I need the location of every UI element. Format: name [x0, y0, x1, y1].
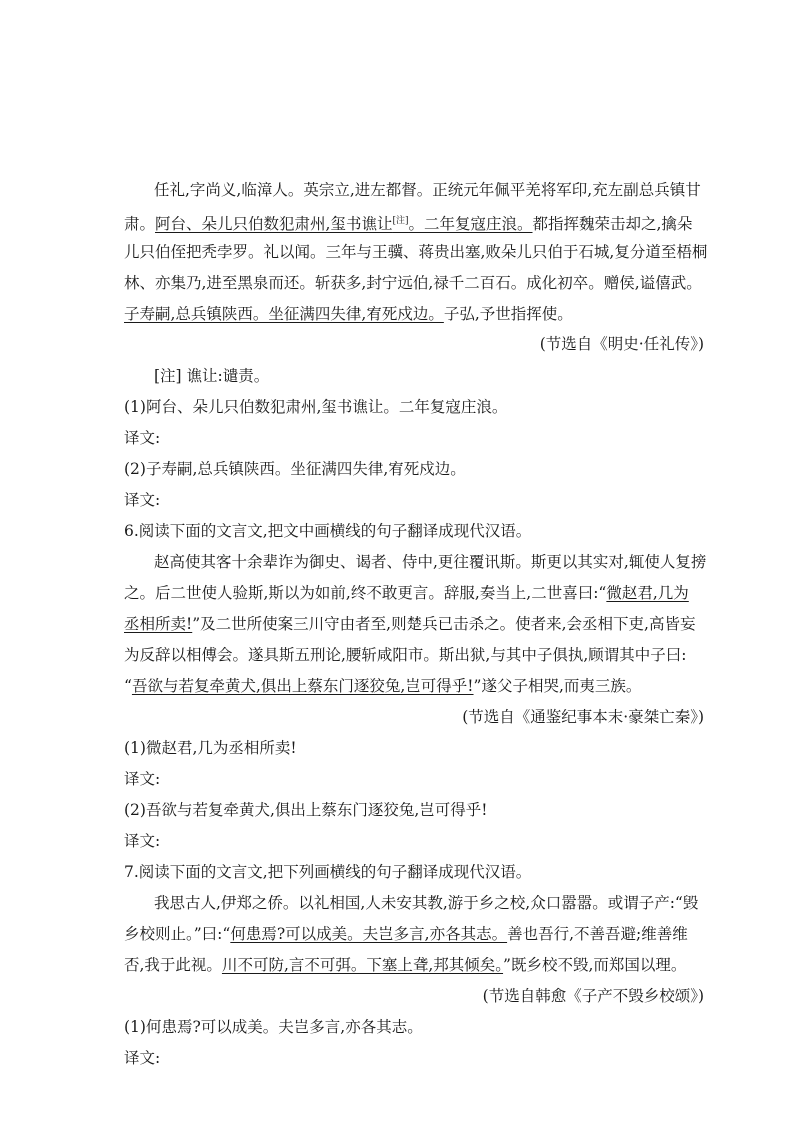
- q5-passage-line-5: 子寿嗣,总兵镇陕西。坐征满四失律,宥死戍边。子弘,予世指挥使。: [124, 305, 573, 323]
- q5-sub-question-1: (1)阿台、朵儿只伯数犯肃州,玺书谯让。二年复寇庄浪。: [124, 398, 508, 416]
- q6-answer-label-1: 译文:: [124, 770, 161, 788]
- q7-underlined-sentence-1: 何患焉?可以成美。夫岂多言,亦各其志。: [230, 925, 508, 943]
- q7-passage-line-3: 否,我于此视。川不可防,言不可弭。下塞上聋,邦其倾矣。”既乡校不毁,而郑国以理。: [124, 956, 687, 974]
- q6-passage-line-3: 丞相所卖!”及二世所使案三川守由者至,则楚兵已击杀之。使者来,会丞相下吏,高皆妄: [124, 615, 696, 633]
- q7-passage-line-1: 我思古人,伊郑之侨。以礼相国,人未安其教,游于乡之校,众口嚣嚣。或谓子产:“毁: [154, 894, 699, 912]
- q5-underlined-sentence-1: 阿台、朵儿只伯数犯肃州,玺书谯让[注]。二年复寇庄浪。: [155, 215, 533, 233]
- q7-passage-line-2: 乡校则止。”曰:“何患焉?可以成美。夫岂多言,亦各其志。善也吾行,不善吾避;维善维: [124, 925, 688, 943]
- q7-sub-question-1: (1)何患焉?可以成美。夫岂多言,亦各其志。: [124, 1018, 423, 1036]
- note-marker: [注]: [392, 216, 409, 226]
- q5-answer-label-1: 译文:: [124, 429, 161, 447]
- q5-source-citation: (节选自《明史·任礼传》): [539, 335, 704, 353]
- q5-answer-label-2: 译文:: [124, 491, 161, 509]
- q5-passage-line-1: 任礼,字尚义,临漳人。英宗立,进左都督。正统元年佩平羌将军印,充左副总兵镇甘: [154, 181, 701, 199]
- q7-source-citation: (节选自韩愈《子产不毁乡校颂》): [482, 987, 704, 1005]
- q6-underlined-sentence-2: 吾欲与若复牵黄犬,俱出上蔡东门逐狡兔,岂可得乎!: [131, 677, 474, 695]
- q6-underlined-sentence-1a: 微赵君,几为: [606, 584, 689, 602]
- q6-source-citation: (节选自《通鉴纪事本末·豪桀亡秦》): [462, 708, 704, 726]
- q6-passage-line-1: 赵高使其客十余辈诈为御史、谒者、侍中,更往覆讯斯。斯更以其实对,辄使人复搒: [154, 553, 707, 571]
- q5-underlined-sentence-2: 子寿嗣,总兵镇陕西。坐征满四失律,宥死戍边。: [124, 305, 444, 323]
- q6-passage-line-4: 为反辞以相傅会。遂具斯五刑论,腰斩咸阳市。斯出狱,与其中子俱执,顾谓其中子曰:: [124, 646, 687, 664]
- q5-passage-line-2: 肃。阿台、朵儿只伯数犯肃州,玺书谯让[注]。二年复寇庄浪。都指挥魏荣击却之,擒朵: [124, 215, 693, 233]
- q7-answer-label-1: 译文:: [124, 1049, 161, 1067]
- q5-passage-line-3: 儿只伯侄把秃孛罗。礼以闻。三年与王骥、蒋贵出塞,败朵儿只伯于石城,复分道至梧桐: [124, 243, 708, 261]
- q6-answer-label-2: 译文:: [124, 832, 161, 850]
- q6-passage-line-2: 之。后二世使人验斯,斯以为如前,终不敢更言。辞服,奏当上,二世喜曰:“微赵君,几为: [124, 584, 689, 602]
- q6-underlined-sentence-1b: 丞相所卖!: [124, 615, 193, 633]
- q5-annotation: [注] 谯让:谴责。: [154, 367, 270, 385]
- q7-title: 7.阅读下面的文言文,把下列画横线的句子翻译成现代汉语。: [124, 863, 532, 881]
- q6-sub-question-2: (2)吾欲与若复牵黄犬,俱出上蔡东门逐狡兔,岂可得乎!: [124, 801, 488, 819]
- q6-title: 6.阅读下面的文言文,把文中画横线的句子翻译成现代汉语。: [124, 522, 532, 540]
- q5-sub-question-2: (2)子寿嗣,总兵镇陕西。坐征满四失律,宥死戍边。: [124, 460, 466, 478]
- q6-passage-line-5: “吾欲与若复牵黄犬,俱出上蔡东门逐狡兔,岂可得乎!”遂父子相哭,而夷三族。: [124, 677, 642, 695]
- q5-passage-line-4: 林、亦集乃,进至黑泉而还。斩获多,封宁远伯,禄千二百石。成化初卒。赠侯,谥僖武。: [124, 274, 702, 292]
- q6-sub-question-1: (1)微赵君,几为丞相所卖!: [124, 739, 297, 757]
- q7-underlined-sentence-2: 川不可防,言不可弭。下塞上聋,邦其倾矣。: [221, 956, 504, 974]
